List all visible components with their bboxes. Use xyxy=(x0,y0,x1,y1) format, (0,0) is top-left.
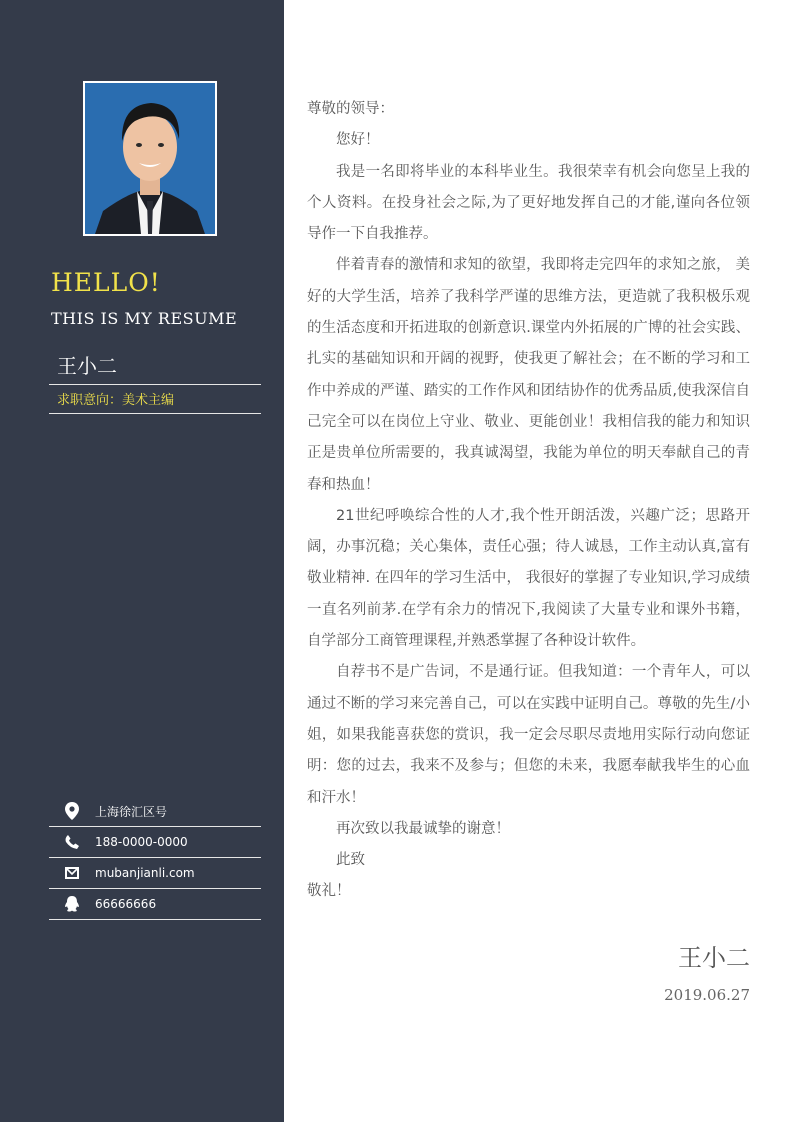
letter-closing: 敬礼！ xyxy=(307,883,351,900)
letter-zhizhi: 此致 xyxy=(336,852,365,869)
letter-hello: 您好！ xyxy=(336,132,380,149)
phone-icon xyxy=(49,835,95,849)
contact-address xyxy=(49,796,261,827)
avatar-image xyxy=(85,83,215,234)
profile-photo xyxy=(83,81,217,236)
email-icon xyxy=(49,867,95,879)
letter-paragraph: 自荐书不是广告词，不是通行证。但我知道：一个青年人，可以通过不断的学习来完善自己，可以在实践中证明自己。尊敬的先生/小姐，如果我能喜获您的赏识，我一定会尽职尽责地用实际行动向您证明：您的过去，我来不及参与；但您的未来，我愿奉献我毕生的心血和汗水！ xyxy=(307,664,750,806)
letter-greeting: 尊敬的领导： xyxy=(307,101,394,117)
letter-paragraph: 我是一名即将毕业的本科毕业生。我很荣幸有机会向您呈上我的个人资料。在投身社会之际,为了更好地发挥自己的才能,谨向各位领导作一下自我推荐。 xyxy=(307,163,750,243)
divider xyxy=(49,384,261,385)
divider xyxy=(49,413,261,414)
qq-icon xyxy=(49,896,95,913)
letter-paragraph: 伴着青春的激情和求知的欲望，我即将走完四年的求知之旅， 美好的大学生活，培养了我科学严谨的思维方法，更造就了我积极乐观的生活态度和开拓进取的创新意识.课堂内外拓展的广博的社会实践、扎实的基础知识和开阔的视野，使我更了解社会；在不断的学习和工作中养成的严谨、踏实的工作作风和团结协作的优秀品质,使我深信自己完全可以在岗位上守业、敬业、更能创业！我相信我的能力和知识正是贵单位所需要的，我真诚渴望，我能为单位的明天奉献自己的青春和热血！ xyxy=(307,257,750,493)
hello-heading: HELLO! xyxy=(51,268,161,297)
signature-name: 王小二 xyxy=(678,944,750,972)
candidate-name: 王小二 xyxy=(57,354,117,378)
letter-paragraph: 21世纪呼唤综合性的人才,我个性开朗活泼，兴趣广泛；思路开阔，办事沉稳；关心集体，责任心强；待人诚恳，工作主动认真,富有敬业精神. 在四年的学习生活中， 我很好的掌握了专业知识,学习成绩一直名列前茅.在学有余力的情况下,我阅读了大量专业和课外书籍，自学部分工商管理课程,并熟悉掌握了各种设计软件。 xyxy=(307,507,750,650)
contact-address-text: 上海徐汇区号 xyxy=(95,804,168,819)
contact-qq xyxy=(49,889,261,920)
letter-thanks: 再次致以我最诚挚的谢意！ xyxy=(336,820,510,837)
contact-qq-text: 66666666 xyxy=(95,897,157,911)
contact-email xyxy=(49,858,261,889)
cover-letter xyxy=(307,94,750,908)
contact-email-text: mubanjianli.com xyxy=(95,866,195,880)
contact-phone-text: 188-0000-0000 xyxy=(95,835,188,849)
signature-date: 2019.06.27 xyxy=(664,986,750,1004)
sidebar xyxy=(0,0,284,1122)
job-intent: 求职意向：美术主编 xyxy=(57,393,175,408)
contact-phone xyxy=(49,827,261,858)
resume-subtitle: THIS IS MY RESUME xyxy=(51,309,238,328)
location-pin-icon xyxy=(49,802,95,820)
